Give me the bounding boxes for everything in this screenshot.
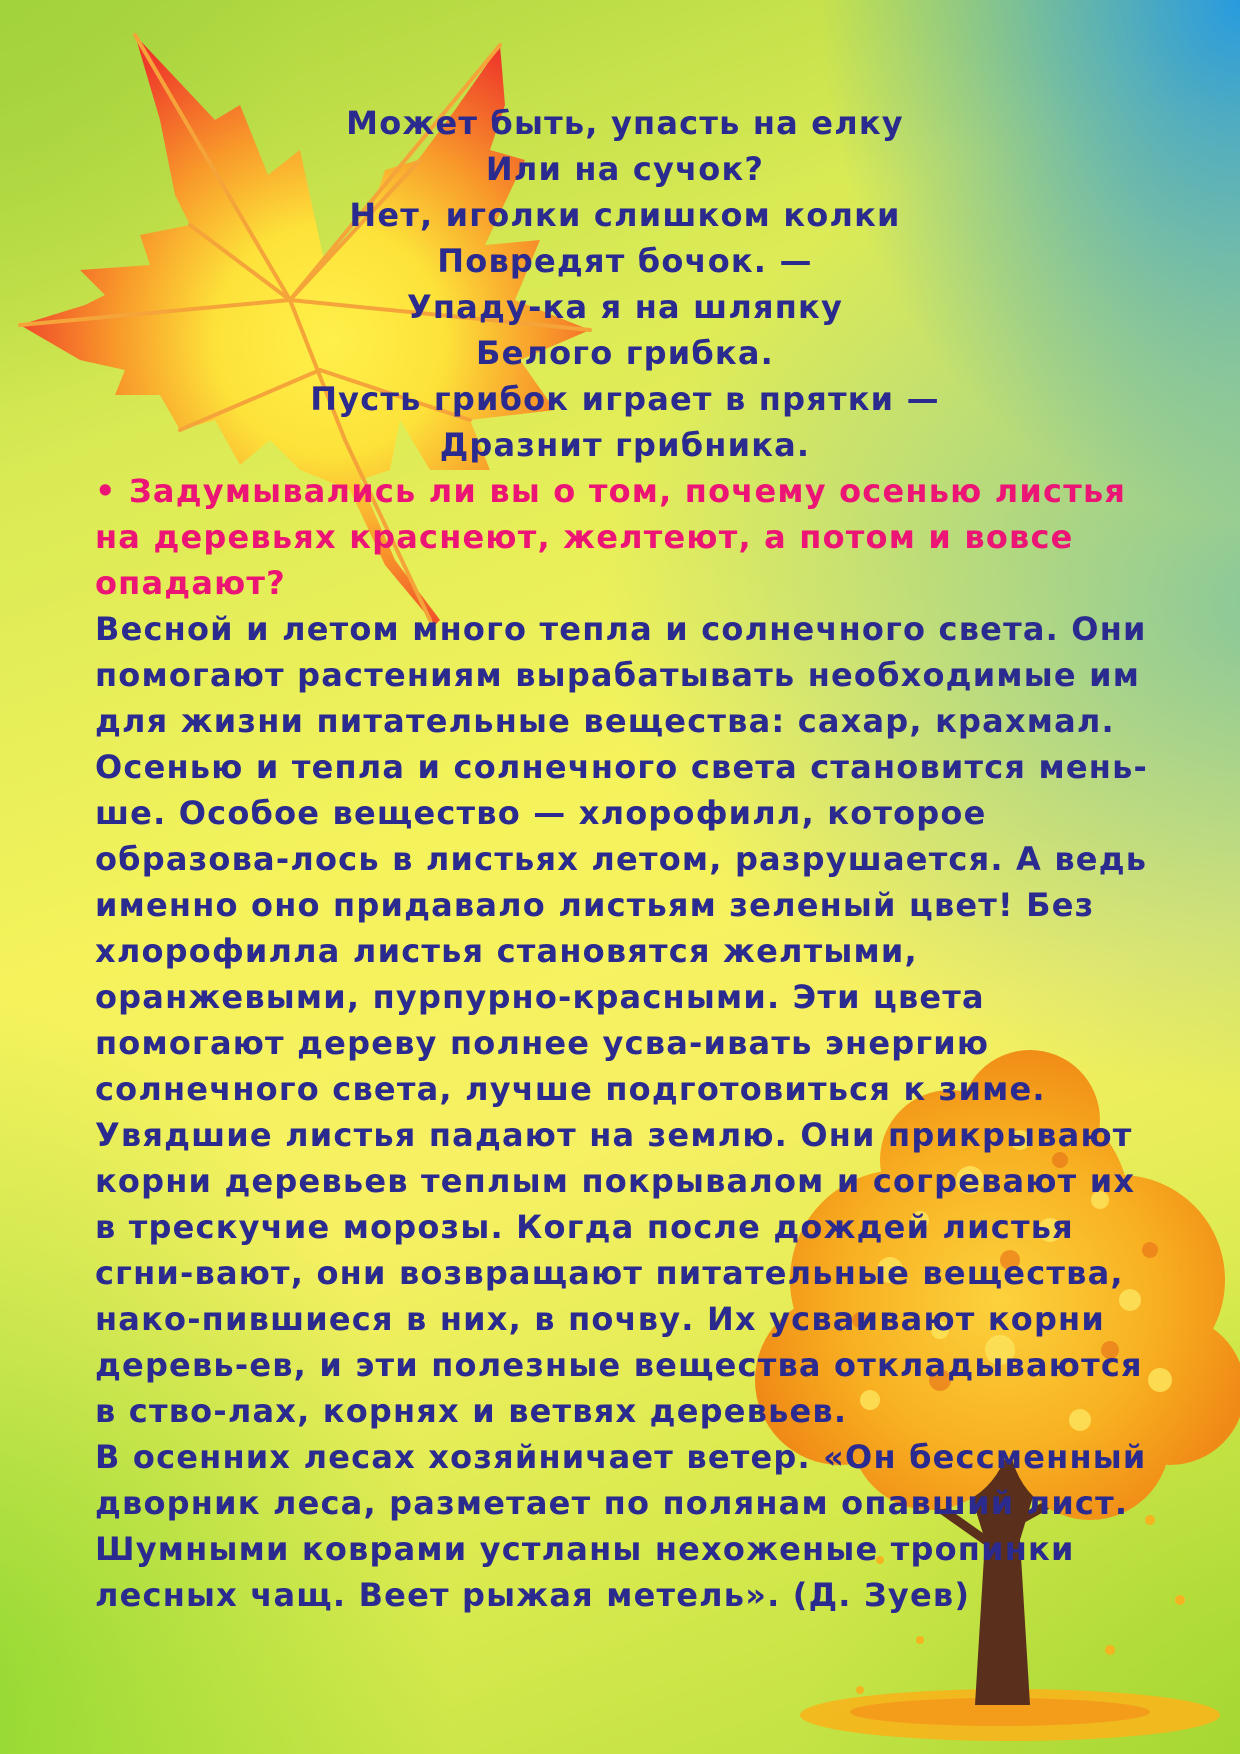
- poem-line: Дразнит грибника.: [439, 426, 811, 464]
- paragraph: Увядшие листья падают на землю. Они прикрывают корни деревьев теплым покрывалом и согревают их в трескучие морозы. Когда после дождей листья сгни-вают, они возвращают питательные вещества, нако-пившиеся в них, в почву. Их усваивают корни деревь-ев, и эти полезные вещества откладываются в ство-лах, корнях и ветвях деревьев.: [95, 1116, 1143, 1430]
- poem-line: Белого грибка.: [475, 334, 775, 372]
- poem-line: Или на сучок?: [485, 150, 765, 188]
- question: • Задумывались ли вы о том, почему осенью листья на деревьях краснеют, желтеют, а потом и вовсе опадают?: [95, 472, 1127, 602]
- paragraph: В осенних лесах хозяйничает ветер. «Он бессменный дворник леса, разметает по полянам опавший лист. Шумными коврами устланы нехоженые тропинки лесных чащ. Веет рыжая метель». (Д. Зуев): [95, 1438, 1147, 1614]
- poem-line: Может быть, упасть на елку: [346, 104, 904, 142]
- poem-line: Повредят бочок. —: [437, 242, 813, 280]
- paragraph: Весной и летом много тепла и солнечного света. Они помогают растениям вырабатывать необходимые им для жизни питательные вещества: сахар, крахмал. Осенью и тепла и солнечного света становится мень-ше. Особое вещество — хлорофилл, которое образова-лось в листьях летом, разрушается. А ведь именно оно придавало листьям зеленый цвет! Без хлорофилла листья становятся желтыми, оранжевыми, пурпурно-красными. Эти цвета помогают дереву полнее усва-ивать энергию солнечного света, лучше подготовиться к зиме.: [95, 610, 1148, 1108]
- poem-line: Упаду-ка я на шляпку: [407, 288, 843, 326]
- poem-line: Пусть грибок играет в прятки —: [310, 380, 940, 418]
- body-text: [95, 606, 1155, 1618]
- poem-line: Нет, иголки слишком колки: [349, 196, 901, 234]
- poem: [95, 100, 1155, 468]
